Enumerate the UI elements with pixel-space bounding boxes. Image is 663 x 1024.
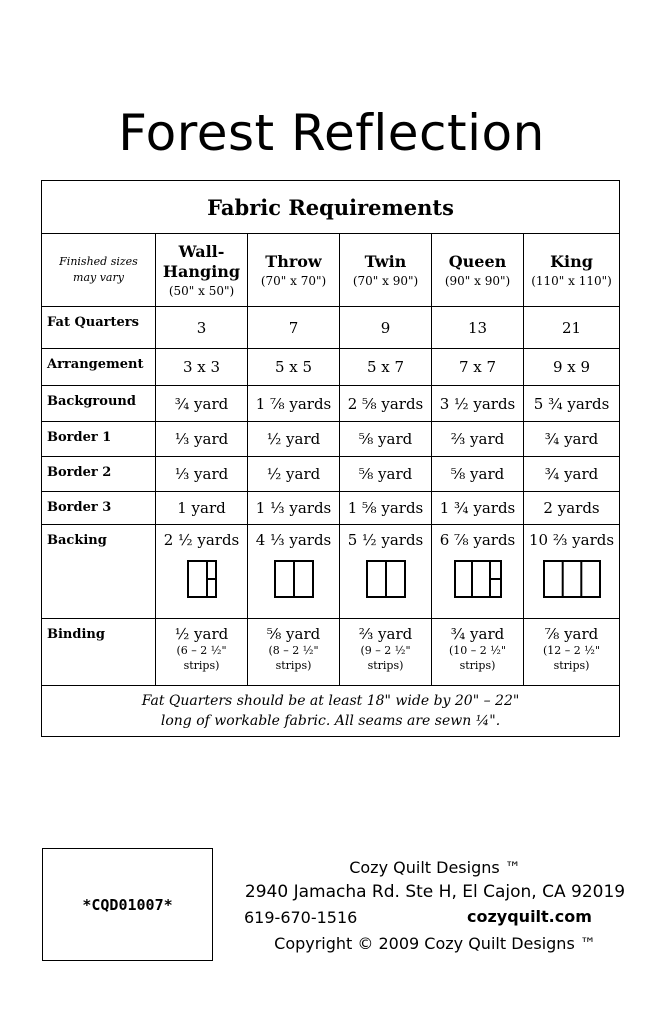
table-cell: 2 yards (524, 492, 620, 525)
binding-amount: ½ yard (174, 625, 229, 643)
backing-amount: 5 ½ yards (347, 531, 424, 549)
binding-cut: (6 – 2 ½" (176, 644, 227, 657)
binding-cell (340, 619, 432, 686)
backing-diagram-icon (187, 560, 217, 598)
size-name: Twin (364, 252, 407, 271)
backing-amount: 2 ½ yards (163, 531, 240, 549)
size-header-row (42, 234, 620, 307)
table-cell: 5 x 7 (340, 349, 432, 386)
binding-cell (156, 619, 248, 686)
table-row-border-3 (42, 492, 620, 525)
fabric-requirements-table (41, 180, 620, 737)
backing-diagram-icon (366, 560, 406, 598)
product-code: *CQD01007* (82, 895, 173, 914)
footnote-line-2: long of workable fabric. All seams are sewn ¼". (160, 713, 501, 729)
size-name-line-2: Hanging (162, 262, 241, 281)
table-row-border-2 (42, 457, 620, 492)
size-header-wall-hanging (156, 234, 248, 307)
size-dims: (70" x 90") (352, 274, 419, 288)
pattern-title: Forest Reflection (118, 104, 545, 162)
row-label: Arrangement (42, 349, 156, 386)
binding-cell (524, 619, 620, 686)
company-website: cozyquilt.com (467, 907, 592, 926)
footnote-line-1: Fat Quarters should be at least 18" wide by 20" – 22" (141, 693, 520, 709)
note-line-2: may vary (73, 271, 124, 284)
table-cell: 9 (340, 307, 432, 349)
row-label: Backing (42, 525, 156, 619)
binding-strips: strips) (183, 659, 220, 672)
table-cell: 5 x 5 (248, 349, 340, 386)
row-label: Border 2 (42, 457, 156, 492)
row-label: Border 3 (42, 492, 156, 525)
row-label: Binding (42, 619, 156, 686)
table-cell: ½ yard (248, 422, 340, 457)
size-dims: (110" x 110") (531, 274, 612, 288)
table-cell: 3 x 3 (156, 349, 248, 386)
size-dims: (50" x 50") (168, 284, 235, 298)
table-cell: ½ yard (248, 457, 340, 492)
table-cell: ¾ yard (524, 422, 620, 457)
row-label: Background (42, 386, 156, 422)
table-footnote (42, 686, 620, 737)
table-cell: 3 ½ yards (432, 386, 524, 422)
table-cell: 1 ⅓ yards (248, 492, 340, 525)
size-header-twin (340, 234, 432, 307)
size-dims: (70" x 70") (260, 274, 327, 288)
binding-cut: (9 – 2 ½" (360, 644, 411, 657)
size-header-king (524, 234, 620, 307)
binding-amount: ⅝ yard (266, 625, 321, 643)
table-cell: 5 ¾ yards (524, 386, 620, 422)
company-address: 2940 Jamacha Rd. Ste H, El Cajon, CA 92019 (244, 882, 626, 902)
size-name: King (550, 252, 593, 271)
backing-cell-wall-hanging (156, 525, 248, 619)
note-line-1: Finished sizes (59, 255, 138, 268)
binding-strips: strips) (275, 659, 312, 672)
binding-cut: (10 – 2 ½" (449, 644, 506, 657)
size-name: Throw (265, 252, 322, 271)
binding-cut: (8 – 2 ½" (268, 644, 319, 657)
table-cell: 13 (432, 307, 524, 349)
table-row-fat-quarters (42, 307, 620, 349)
table-cell: 7 x 7 (432, 349, 524, 386)
binding-amount: ¾ yard (450, 625, 505, 643)
backing-cell-king (524, 525, 620, 619)
company-phone: 619-670-1516 (244, 908, 358, 927)
backing-diagram-icon (454, 560, 502, 598)
table-row-backing (42, 525, 620, 619)
table-cell: 1 ¾ yards (432, 492, 524, 525)
copyright-notice: Copyright © 2009 Cozy Quilt Designs ™ (274, 934, 596, 953)
backing-cell-queen (432, 525, 524, 619)
table-cell: 1 yard (156, 492, 248, 525)
backing-amount: 6 ⅞ yards (439, 531, 516, 549)
table-cell: 21 (524, 307, 620, 349)
backing-cell-throw (248, 525, 340, 619)
binding-amount: ⅞ yard (544, 625, 599, 643)
size-header-queen (432, 234, 524, 307)
size-name: Queen (448, 252, 507, 271)
row-label: Border 1 (42, 422, 156, 457)
binding-cell (432, 619, 524, 686)
binding-cut: (12 – 2 ½" (543, 644, 601, 657)
table-cell: 7 (248, 307, 340, 349)
backing-diagram-icon (543, 560, 601, 598)
size-header-throw (248, 234, 340, 307)
product-code-box (42, 848, 213, 961)
table-cell: ⅔ yard (432, 422, 524, 457)
binding-strips: strips) (367, 659, 404, 672)
table-row-background (42, 386, 620, 422)
finished-sizes-note (42, 234, 156, 307)
table-cell: ⅓ yard (156, 457, 248, 492)
table-cell: ¾ yard (156, 386, 248, 422)
backing-diagram-icon (274, 560, 314, 598)
table-cell: 9 x 9 (524, 349, 620, 386)
table-cell: ¾ yard (524, 457, 620, 492)
table-cell: ⅝ yard (340, 457, 432, 492)
binding-amount: ⅔ yard (358, 625, 413, 643)
company-name: Cozy Quilt Designs ™ (349, 858, 521, 877)
table-caption: Fabric Requirements (42, 181, 620, 234)
size-dims: (90" x 90") (444, 274, 511, 288)
binding-strips: strips) (553, 659, 590, 672)
table-cell: 1 ⅝ yards (340, 492, 432, 525)
binding-strips: strips) (459, 659, 496, 672)
table-cell: 1 ⅞ yards (248, 386, 340, 422)
table-cell: ⅝ yard (340, 422, 432, 457)
table-cell: 2 ⅝ yards (340, 386, 432, 422)
table-cell: ⅓ yard (156, 422, 248, 457)
binding-cell (248, 619, 340, 686)
backing-amount: 10 ⅔ yards (528, 531, 615, 549)
table-cell: 3 (156, 307, 248, 349)
size-name-line-1: Wall- (178, 242, 225, 261)
table-row-arrangement (42, 349, 620, 386)
backing-cell-twin (340, 525, 432, 619)
table-row-border-1 (42, 422, 620, 457)
table-row-binding (42, 619, 620, 686)
row-label: Fat Quarters (42, 307, 156, 349)
backing-amount: 4 ⅓ yards (255, 531, 332, 549)
table-cell: ⅝ yard (432, 457, 524, 492)
